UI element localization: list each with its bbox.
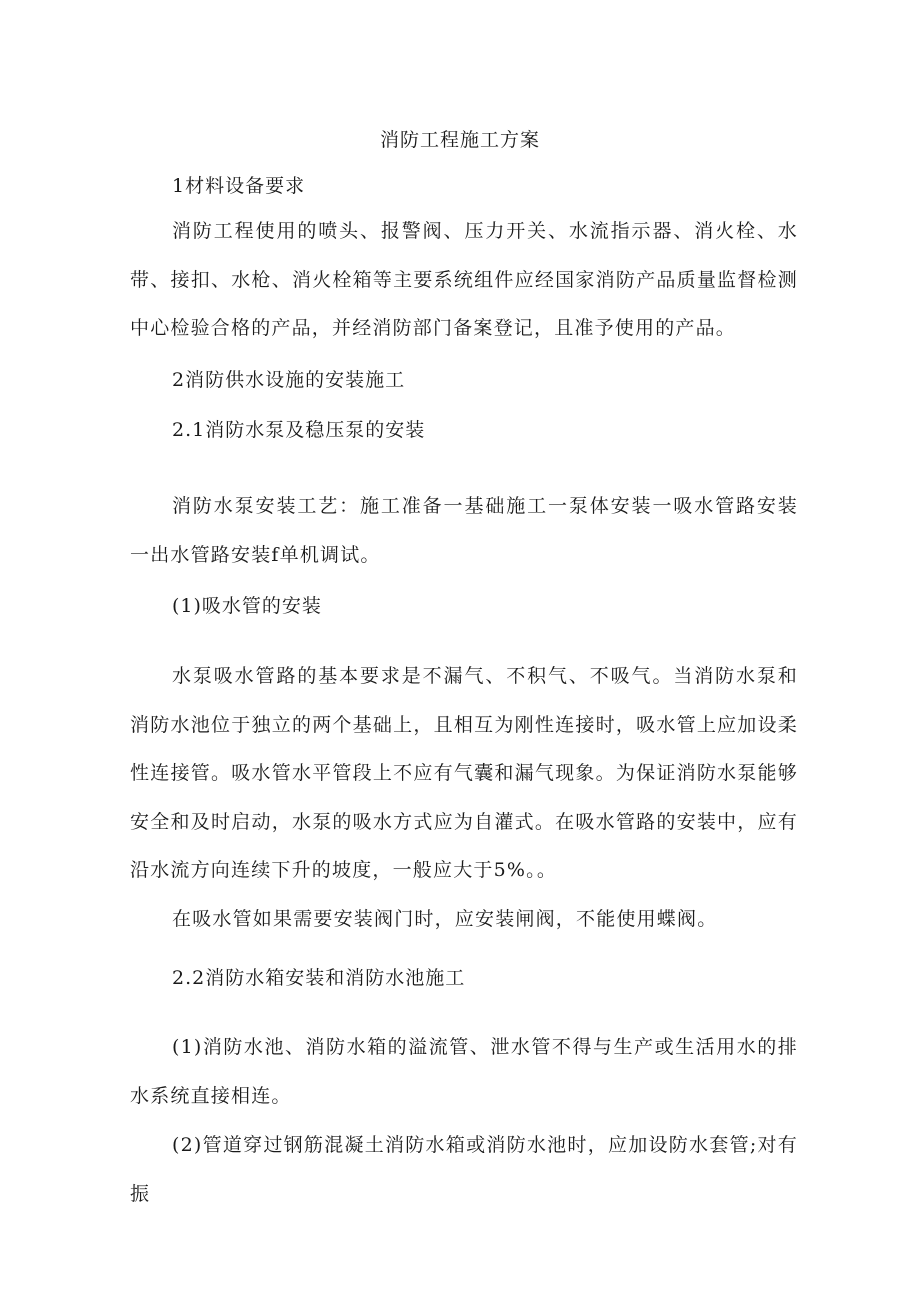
suction-pipe-paragraph: 水泵吸水管路的基本要求是不漏气、不积气、不吸气。当消防水泵和消防水池位于独立的两个基础上，且相互为刚性连接时，吸水管上应加设柔性连接管。吸水管水平管段上不应有气囊和漏气现象。为保证消防水泵能够安全和及时启动，水泵的吸水方式应为自灌式。在吸水管路的安装中，应有沿水流方向连续下升的坡度，一般应大于5%。。: [130, 665, 798, 881]
pump-process-paragraph: 消防水泵安装工艺：施工准备一基础施工一泵体安装一吸水管路安装一出水管路安装f单机调试。: [130, 495, 798, 566]
document-title: 消防工程施工方案: [379, 129, 540, 151]
section-2-1-heading: 2.1消防水泵及稳压泵的安装: [172, 419, 426, 441]
section-2-heading: 2消防供水设施的安装施工: [172, 369, 406, 391]
valve-paragraph: 在吸水管如果需要安装阀门时，应安装闸阀，不能使用蝶阀。: [172, 908, 718, 930]
section-1-heading: 1材料设备要求: [172, 175, 306, 197]
tank-item-2: (2)管道穿过钢筋混凝土消防水箱或消防水池时，应加设防水套管;对有振: [130, 1134, 798, 1205]
suction-pipe-heading: (1)吸水管的安装: [172, 595, 322, 617]
section-2-2-heading: 2.2消防水箱安装和消防水池施工: [172, 967, 466, 989]
tank-item-1: (1)消防水池、消防水箱的溢流管、泄水管不得与生产或生活用水的排水系统直接相连。: [130, 1036, 798, 1107]
section-1-paragraph: 消防工程使用的喷头、报警阀、压力开关、水流指示器、消火栓、水带、接扣、水枪、消火栓箱等主要系统组件应经国家消防产品质量监督检测中心检验合格的产品，并经消防部门备案登记，且准予使用的产品。: [130, 220, 798, 339]
